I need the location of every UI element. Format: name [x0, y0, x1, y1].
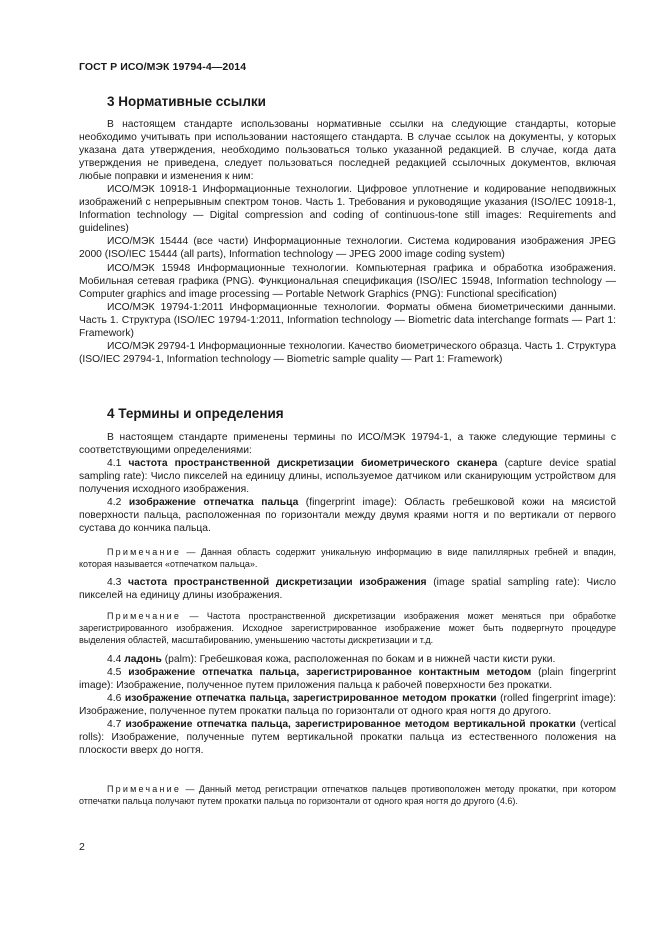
note-label: Примечание: [107, 784, 182, 794]
term-4-4: 4.4 ладонь (palm): Гребешковая кожа, расположенная по бокам и в нижней части кисти руки.: [107, 654, 556, 665]
document-header: ГОСТ Р ИСО/МЭК 19794-4—2014: [79, 61, 247, 73]
note-2: Примечание — Частота пространственной дискретизации изображения может меняться при обработке зарегистрированного изображения. Исходное зарегистрированное изображение может быть подвергнуто процедуре выделения областей, масштабированию, уменьшению частоты дискретизации и т.д.: [79, 611, 616, 645]
term-4-2: 4.2 изображение отпечатка пальца (fingerprint image): Область гребешковой кожи на мясистой поверхности пальца, расположенная по горизонтали между двумя краями ногтя и по вертикали от первого сустава до кончика пальца.: [79, 497, 616, 535]
section-3-title: 3 Нормативные ссылки: [107, 94, 266, 109]
page-number: 2: [79, 841, 85, 853]
term-4-7: 4.7 изображение отпечатка пальца, зарегистрированное методом вертикальной прокатки (vertical rolls): Изображение, полученные путем вертикальной прокатки пальца из естественного положения на плоскости вверх до ногтя.: [79, 719, 616, 757]
reference-item: ИСО/МЭК 15948 Информационные технологии. Компьютерная графика и обработка изображения. Мобильная сетевая графика (PNG). Функциональная спецификация (ISO/IEC 15948, Information technology — Computer graphics and image processing — Portable Network Graphics (PNG): Functional specification): [79, 262, 616, 300]
term-4-3: 4.3 частота пространственной дискретизации изображения (image spatial sampling rate): Число пикселей на единицу длины изображения.: [79, 577, 616, 602]
note-label: Примечание: [107, 611, 182, 621]
term-name: ладонь: [124, 654, 162, 665]
term-name: изображение отпечатка пальца, зарегистрированное контактным методом: [128, 667, 532, 679]
section-4-intro: В настоящем стандарте применены термины по ИСО/МЭК 19794-1, а также следующие термины с соответствующими определениями:: [79, 432, 616, 457]
term-name: изображение отпечатка пальца: [128, 497, 299, 509]
section-4-intro-block: [79, 431, 616, 535]
reference-item: ИСО/МЭК 10918-1 Информационные технологии. Цифровое уплотнение и кодирование неподвижных изображений с непрерывным спектром тонов. Часть 1. Требования и руководящие указания (ISO/IEC 10918-1, Information technology — Digital compression and coding of continuous-tone still images: Requirements and guidelines): [79, 184, 616, 235]
section-3-body: [79, 118, 616, 366]
terms-4-4-to-4-7: [79, 653, 616, 757]
term-4-1: 4.1 частота пространственной дискретизации биометрического сканера (capture device spatial sampling rate): Число пикселей на единицу длины, используемое датчиком или сканирующим устройством для получения исходного изображения.: [79, 458, 616, 496]
term-4-5: 4.5 изображение отпечатка пальца, зарегистрированное контактным методом (plain fingerprint image): Изображение, полученное путем приложения пальца к рабочей поверхности без прокатки.: [79, 667, 616, 692]
term-name: изображение отпечатка пальца, зарегистрированное методом прокатки: [124, 693, 497, 705]
term-name: изображение отпечатка пальца, зарегистрированное методом вертикальной прокатки: [125, 719, 576, 731]
section-4-title: 4 Термины и определения: [107, 406, 284, 421]
term-name: частота пространственной дискретизации изображения: [128, 577, 427, 588]
term-4-6: 4.6 изображение отпечатка пальца, зарегистрированное методом прокатки (rolled fingerprint image): Изображение, полученное путем прокатки пальца по горизонтали от одного края ногтя до другого.: [79, 693, 616, 718]
reference-item: ИСО/МЭК 19794-1:2011 Информационные технологии. Форматы обмена биометрическими данными. Часть 1. Структура (ISO/IEC 19794-1:2011, Information technology — Biometric data interchange formats — Part 1: Framework): [79, 301, 616, 339]
reference-item: ИСО/МЭК 29794-1 Информационные технологии. Качество биометрического образца. Часть 1. Структура (ISO/IEC 29794-1, Information technology — Biometric sample quality — Part 1: Framework): [79, 340, 616, 365]
note-1: Примечание — Данная область содержит уникальную информацию в виде папиллярных гребней и впадин, которая называется «отпечатком пальца».: [79, 547, 616, 569]
section-3-intro: В настоящем стандарте использованы нормативные ссылки на следующие стандарты, которые необходимо учитывать при использовании настоящего стандарта. В случае ссылок на документы, у которых указана дата утверждения, необходимо пользоваться только указанной редакцией. В случае, когда дата утверждения не приведена, следует пользоваться последней редакцией ссылочных документов, включая любые поправки и изменения к ним:: [79, 119, 616, 183]
term-name: частота пространственной дискретизации биометрического сканера: [128, 458, 498, 470]
note-3: Примечание — Данный метод регистрации отпечатков пальцев противоположен методу прокатки, при котором отпечатки пальца получают путем прокатки пальца по горизонтали от одного края ногтя до другого (4.6).: [79, 784, 616, 806]
note-label: Примечание: [107, 547, 182, 557]
reference-item: ИСО/МЭК 15444 (все части) Информационные технологии. Система кодирования изображения JPEG 2000 (ISO/IEC 15444 (all parts), Information technology — JPEG 2000 image coding system): [79, 236, 616, 261]
term-4-3-block: [79, 576, 616, 602]
